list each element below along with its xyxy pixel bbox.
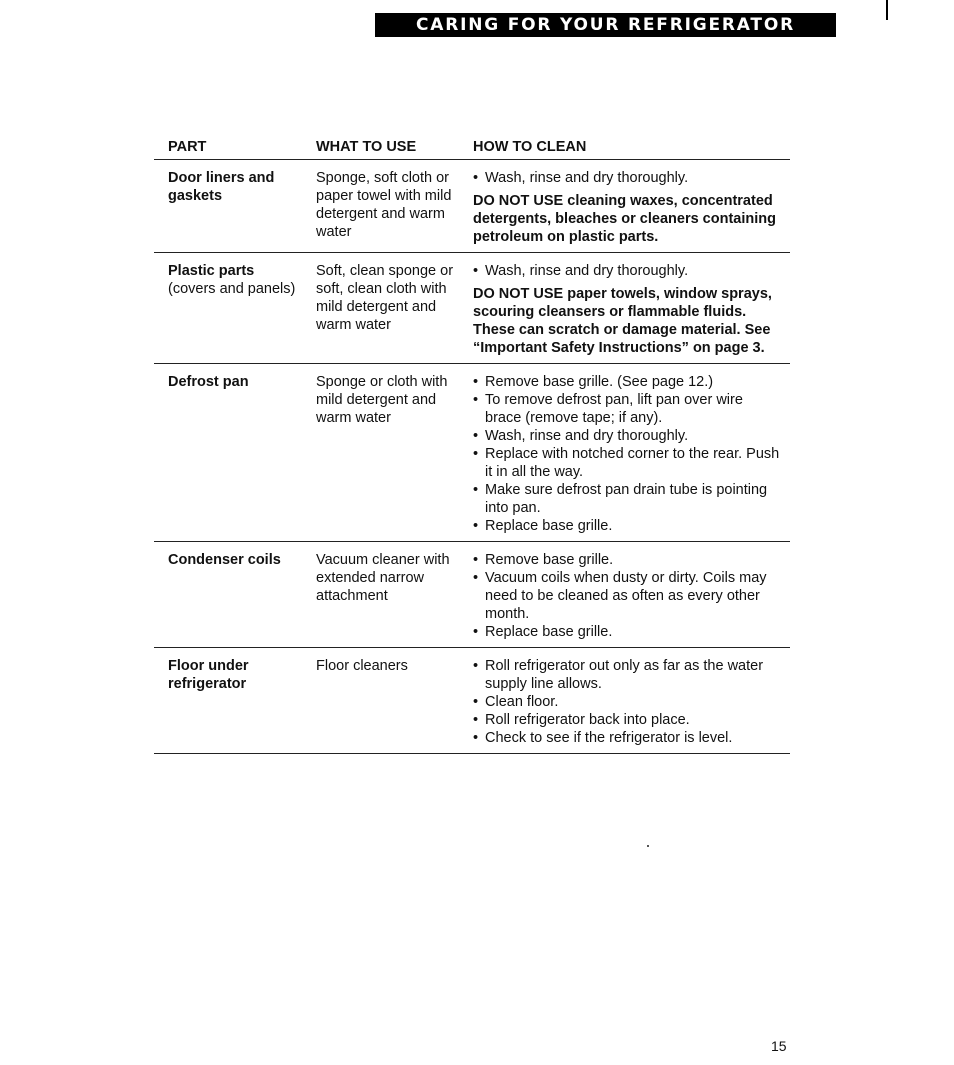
- table-row: [154, 364, 790, 542]
- what-to-use-cell: Vacuum cleaner with extended narrow attachment: [316, 552, 450, 604]
- table-row: [154, 253, 790, 364]
- instruction-item: • Remove base grille.: [473, 551, 782, 569]
- how-to-clean-cell: [473, 253, 790, 364]
- part-name: Condenser coils: [168, 552, 281, 568]
- instruction-list: [473, 169, 782, 187]
- instruction-item: • Make sure defrost pan drain tube is pointing into pan.: [473, 481, 782, 517]
- what-to-use-cell: Sponge, soft cloth or paper towel with mild detergent and warm water: [316, 170, 452, 240]
- table-row: [154, 542, 790, 648]
- instruction-list: [473, 551, 782, 641]
- instruction-item: • Replace with notched corner to the rear. Push it in all the way.: [473, 445, 782, 481]
- warning-text: DO NOT USE cleaning waxes, concentrated detergents, bleaches or cleaners containing petroleum on plastic parts.: [473, 193, 776, 245]
- instruction-item: • Wash, rinse and dry thoroughly.: [473, 262, 782, 280]
- part-name: Floor under refrigerator: [168, 658, 249, 692]
- instruction-item: • To remove defrost pan, lift pan over wire brace (remove tape; if any).: [473, 391, 782, 427]
- instruction-list: [473, 262, 782, 280]
- part-name: Defrost pan: [168, 374, 249, 390]
- page-number: 15: [771, 1038, 787, 1054]
- scan-speck: [647, 845, 649, 847]
- cleaning-table: [154, 129, 790, 754]
- warning-text: DO NOT USE paper towels, window sprays, scouring cleansers or flammable fluids. These can scratch or damage material. See “Important Safety Instructions” on page 3.: [473, 286, 772, 356]
- section-title-banner: CARING FOR YOUR REFRIGERATOR: [375, 13, 836, 37]
- what-to-use-cell: Soft, clean sponge or soft, clean cloth with mild detergent and warm water: [316, 263, 454, 333]
- instruction-item: • Replace base grille.: [473, 517, 782, 535]
- instruction-item: • Replace base grille.: [473, 623, 782, 641]
- instruction-item: • Roll refrigerator back into place.: [473, 711, 782, 729]
- how-to-clean-cell: [473, 160, 790, 253]
- instruction-list: [473, 373, 782, 535]
- how-to-clean-cell: [473, 364, 790, 542]
- margin-rule: [886, 0, 888, 20]
- part-cell: [154, 253, 316, 364]
- instruction-item: • Check to see if the refrigerator is level.: [473, 729, 782, 747]
- part-name: Plastic parts: [168, 263, 255, 279]
- instruction-item: • Clean floor.: [473, 693, 782, 711]
- how-to-clean-cell: [473, 648, 790, 754]
- table-header-row: [154, 129, 790, 160]
- table-row: [154, 648, 790, 754]
- part-cell: [154, 160, 316, 253]
- column-header-how-to-clean: HOW TO CLEAN: [473, 129, 790, 160]
- how-to-clean-cell: [473, 542, 790, 648]
- part-subtitle: (covers and panels): [168, 281, 296, 297]
- part-cell: [154, 542, 316, 648]
- column-header-part: PART: [154, 129, 316, 160]
- instruction-item: • Wash, rinse and dry thoroughly.: [473, 427, 782, 445]
- column-header-what-to-use: WHAT TO USE: [316, 129, 473, 160]
- what-to-use-cell: Floor cleaners: [316, 658, 408, 674]
- table-row: [154, 160, 790, 253]
- part-name: Door liners and gaskets: [168, 170, 275, 204]
- part-cell: [154, 364, 316, 542]
- instruction-item: • Vacuum coils when dusty or dirty. Coils may need to be cleaned as often as every other month.: [473, 569, 782, 623]
- instruction-item: • Roll refrigerator out only as far as the water supply line allows.: [473, 657, 782, 693]
- instruction-item: • Remove base grille. (See page 12.): [473, 373, 782, 391]
- what-to-use-cell: Sponge or cloth with mild detergent and warm water: [316, 374, 448, 426]
- instruction-list: [473, 657, 782, 747]
- instruction-item: • Wash, rinse and dry thoroughly.: [473, 169, 782, 187]
- part-cell: [154, 648, 316, 754]
